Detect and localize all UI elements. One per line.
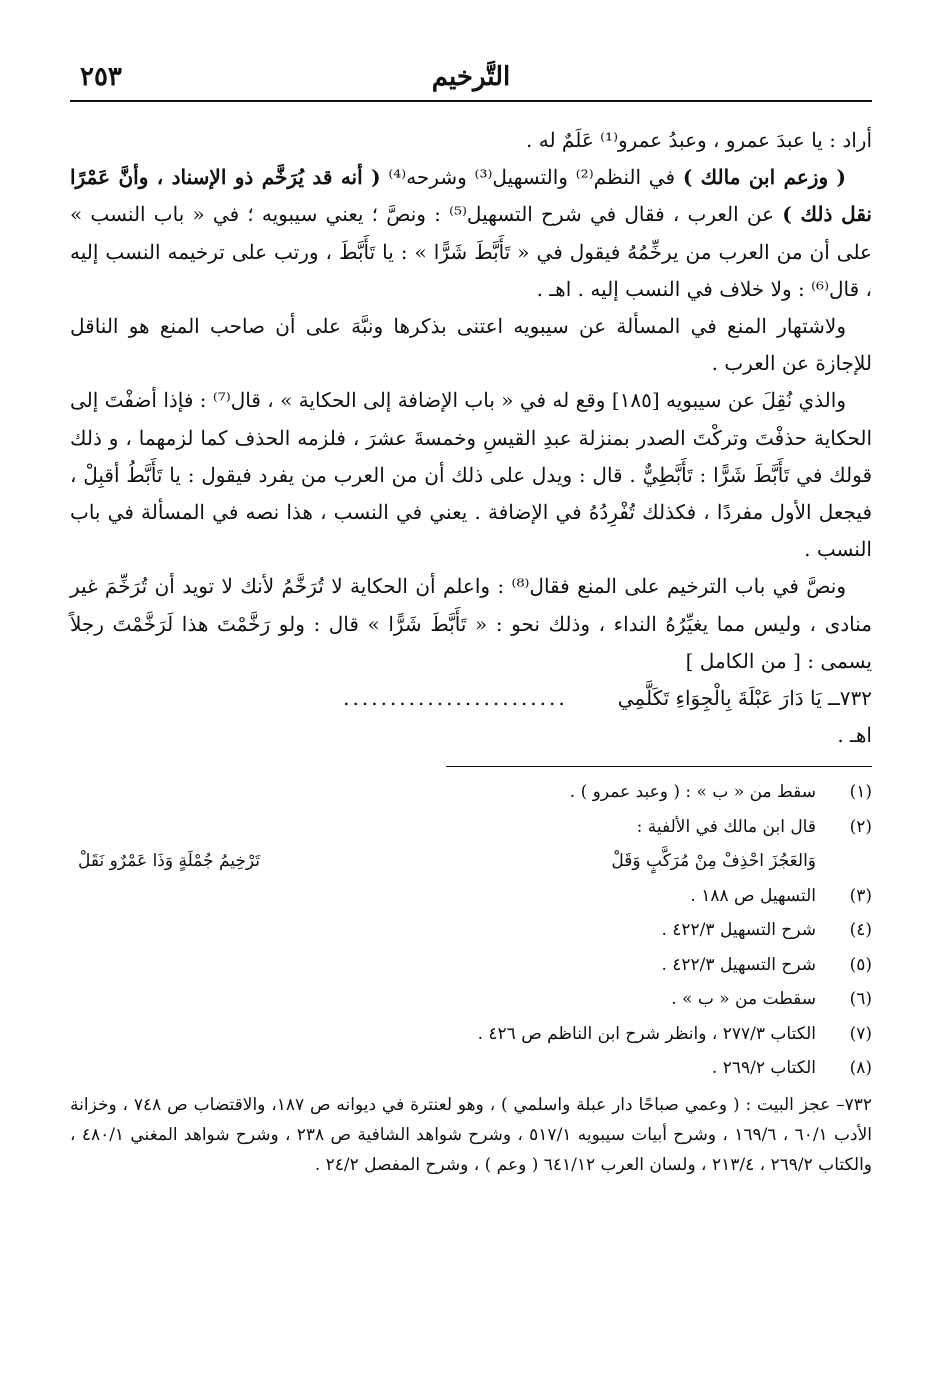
page-number: ٢٥٣ — [80, 62, 122, 92]
alfiyya-second-hemistich: تَرْخِيمُ جُمْلَةٍ وَذَا عَمْرٌو نَقَلْ — [78, 851, 261, 872]
verse-number: ٧٣٢ــ — [828, 686, 872, 711]
matn-quote-2: ( أنه قد يُرَخَّم ذو الإسناد ، وأنَّ عَمْرًا نقل ذلك ) — [70, 165, 873, 227]
footnote-number: (٣) — [849, 885, 872, 906]
footnote-text: شرح التسهيل ٤٢٢/٣ . — [661, 954, 816, 975]
footnote-732: ٧٣٢– عجز البيت : ( وعمي صباحًا دار عبلة واسلمي ) ، وهو لعنترة في ديوانه ص ١٨٧، والاقتضاب ص ٧٤٨ ، وخزانة الأدب ٦٠/١ ، ١٦٩/٦ ، وشرح أبيات سيبويه ٥١٧/١ ، وشرح شواهد الشافية ص ٢٣٨ ، وشرح شواهد المغني ٤٨٠/١ ، والكتاب ٢٦٩/٢ ، ٢١٣/٤ ، ولسان العرب ٦٤١/١٢ ( وعم ) ، وشرح المفصل ٢٤/٢ . — [70, 1094, 873, 1175]
book-page — [70, 58, 872, 1180]
footnote-text: سقط من « ب » : ( وعبد عمرو ) . — [569, 782, 816, 803]
footnote-number: (٦) — [849, 989, 872, 1010]
footnote-divider — [446, 766, 872, 767]
alfiyya-first-hemistich: وَالعَجُزَ احْذِفْ مِنْ مُرَكَّبٍ وَقَلْ — [611, 851, 816, 872]
alfiyya-verse — [70, 844, 872, 879]
main-text — [70, 122, 872, 754]
footnote-number: (٢) — [849, 816, 872, 837]
footnote-6 — [70, 982, 872, 1017]
footnote-number: (٨) — [849, 1058, 872, 1079]
footnote-number: (٥) — [849, 954, 872, 975]
footnote-8 — [70, 1051, 872, 1086]
footnote-text: قال ابن مالك في الألفية : — [636, 816, 816, 837]
footnote-4 — [70, 913, 872, 948]
footnote-number: (١) — [849, 782, 872, 803]
footnote-text: الكتاب ٢٦٩/٢ . — [711, 1058, 816, 1079]
footnote-text: الكتاب ٢٧٧/٣ ، وانظر شرح ابن الناظم ص ٤٢٦ . — [477, 1023, 816, 1044]
footnote-3 — [70, 879, 872, 914]
paragraph-2-text-a: في النظم⁽²⁾ والتسهيل⁽³⁾ وشرحه⁽⁴⁾ — [380, 165, 683, 190]
footnote-7 — [70, 1017, 872, 1052]
paragraph-1: أراد : يا عبدَ عمرو ، وعبدُ عمرو⁽¹⁾ عَلَمٌ له . — [526, 128, 872, 152]
footnote-text: شرح التسهيل ٤٢٢/٣ . — [661, 920, 816, 941]
paragraph-2 — [70, 159, 872, 308]
footnote-text: التسهيل ص ١٨٨ . — [690, 885, 816, 906]
footnotes — [70, 775, 872, 1086]
paragraph-2-text-b: عن العرب ، فقال في شرح التسهيل⁽⁵⁾ : ونصَّ ؛ يعني سيبويه ؛ في « باب النسب » على أن من العرب من يرخِّمُهُ فيقول في « تَأَبَّطَ شَرًّا » : يا تَأَبَّطَ ، ورتب على ترخيمه النسب إليه ، قال⁽⁶⁾ : ولا خلاف في النسب إليه . اهـ . — [70, 202, 872, 301]
footnote-1 — [70, 775, 872, 810]
verse-ellipsis: ........................ — [343, 686, 568, 711]
footnote-number: (٤) — [849, 920, 872, 941]
poem-verse-732 — [70, 680, 872, 717]
matn-quote-1: ( وزعم ابن مالك ) — [682, 165, 846, 190]
verse-text — [618, 680, 872, 717]
footnote-5 — [70, 948, 872, 983]
chapter-title: التَّرخيم — [431, 62, 511, 92]
paragraph-4: والذي نُقِلَ عن سيبويه [١٨٥] وقع له في « باب الإضافة إلى الحكاية » ، قال⁽⁷⁾ : فإذا أضفْتَ إلى الحكاية حذفْتَ وتركْتَ الصدر بمنزلة عبدِ القيسِ وخمسةَ عشرَ ، فلزمه الحذف كما لزمهما ، و ذلك قولك في تَأَبَّطَ شَرًّا : تَأَبَّطِيٌّ . قال : ويدل على ذلك أن من العرب من يفرد فيقول : يا تَأَبَّطُ أقبِلْ ، فيجعل الأول مفردًا ، فكذلك تُفْرِدُهُ في الإضافة . يعني في النسب ، هذا نصه في المسألة في باب النسب . — [69, 388, 872, 562]
footnote-2 — [70, 810, 872, 845]
verse-hemistich: يَا دَارَ عَبْلَةَ بِالْجِوَاءِ تَكَلَّمِي — [617, 686, 829, 711]
running-header — [70, 58, 872, 102]
footnote-number: (٧) — [849, 1023, 872, 1044]
footnote-text: سقطت من « ب » . — [671, 989, 816, 1010]
closing-mark: اهـ . — [837, 723, 872, 748]
paragraph-5: ونصَّ في باب الترخيم على المنع فقال⁽⁸⁾ : واعلم أن الحكاية لا تُرَخَّمُ لأنك لا تويد أن تُرَخِّمَ غير منادى ، وليس مما يغيِّرُهُ النداء ، وذلك نحو : « تَأَبَّطَ شَرًّا » قال : ولو رَخَّمْتَ هذا لَرَخَّمْتَ رجلاً يسمى : [ من الكامل ] — [70, 574, 872, 673]
paragraph-3: ولاشتهار المنع في المسألة عن سيبويه اعتنى بذكرها ونبَّهَ على أن صاحب المنع هو الناقل للإجازة عن العرب . — [70, 314, 872, 376]
